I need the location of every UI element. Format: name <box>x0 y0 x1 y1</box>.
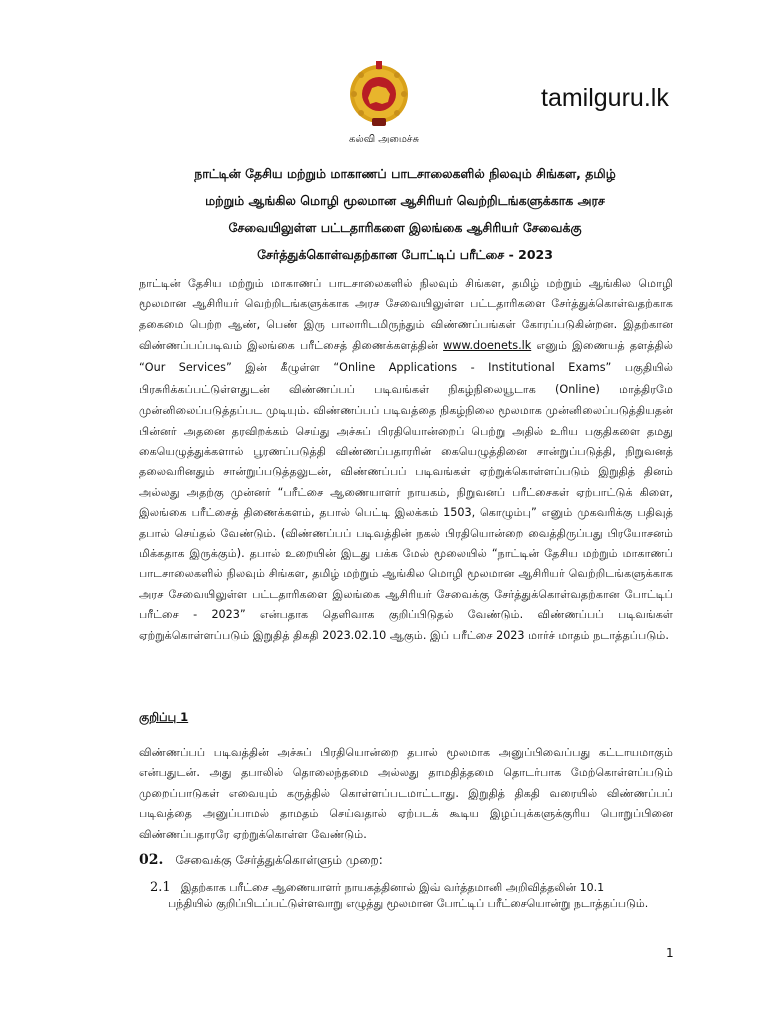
document-title <box>130 160 680 268</box>
section-title: சேவைக்கு சேர்த்துக்கொள்ளும் முறை: <box>175 853 383 867</box>
note-heading: குறிப்பு 1 <box>139 710 189 724</box>
paragraph-text: எனும் இணையத் தளத்தில் “Our Services” இன் கீழுள்ள “Online Applications - Institutional Exams” பகுதியில் பிரசுரிக்கப்பட்டுள்ளதுடன் விண்ணப்பப் படிவங்கள் <box>139 339 673 397</box>
subsection-text: பந்தியில் குறிப்பிடப்பட்டுள்ளவாறு எழுத்து மூலமான போட்டிப் பரீட்சையொன்று நடாத்தப்படும். <box>168 897 649 910</box>
doenets-link[interactable]: www.doenets.lk <box>443 339 532 353</box>
title-line: சேவையிலுள்ள பட்டதாரிகளை இலங்கை ஆசிரியர் சேவைக்கு <box>228 220 582 235</box>
ministry-name: கல்வி அமைச்சு <box>349 134 419 145</box>
subsection <box>150 880 670 912</box>
paragraph-text: நிகழ்நிலையூடாக (Online) மாத்திரமே முன்னிலைப்படுத்தப்பட முடியும். விண்ணப்பப் படிவத்தை நிகழ்நிலை மூலமாக முன்னிலைப்படுத்தியதன் பின்னர் அதனை தரவிறக்கம் செய்து அச்சுப் பிரதியொன்றைப் பெற்று அதில் உரிய பகுதிகளை தமது கையெழுத்துக்களால் பூரணப்படுத்தி விண்ணப்பதாரரின் கையெழுத்தினை சான்றுப்படுத்தி, நிறுவனத் தலைவரினதும் சான்றுப்படுத்தலுடன், விண்ணப்பப் படிவங்கள் ஏற்றுக்கொள்ளப்படும் இறுதித் தினம் அல்லது அதற்கு முன்னர் “பரீட்சை ஆணையாளர் நாயகம், நிறுவனப் பரீட்சைகள் ஏற்பாட்டுக் கிளை, இலங்கை பரீட்சைத் திணைக்களம், தபால் பெட்டி இலக்கம் 1503, கொழும்பு” எனும் முகவரிக்கு பதிவுத் தபால் செய்தல் வேண்டும். (விண்ணப்பப் படிவத்தின் நகல் பிரதியொன்றை வைத்திருப்பது பிரயோசனம் மிக்கதாக இருக்கும்). தபால் உறையின் இடது பக்க மேல் மூலையில் “நாட்டின் தேசிய மற்றும் மாகாணப் பாடசாலைகளில் நிலவும் சிங்கள, தமிழ் மற்றும் ஆங்கில மொழி மூலமான ஆசிரியர் வெற்றிடங்களுக்காக அரச சேவையிலுள்ள பட்டதாரிகளை இலங்கை ஆசிரியர் சேவைக்கு சேர்த்துக்கொள்வதற்கான போட்டிப் பரீட்சை - 2023” என்பதாக தெளிவாக குறிப்பிடுதல் வேண்டும். விண்ணப்பப் படிவங்கள் ஏற்றுக்கொள்ளப்படும் இறுதித் திகதி 2023.02.10 ஆகும். இப் பரீட்சை 2023 மார்ச் மாதம் நடாத்தப்படும். <box>139 383 673 642</box>
note-paragraph <box>139 743 673 845</box>
subsection-number: 2.1 <box>150 880 171 895</box>
subsection-text: இதற்காக பரீட்சை ஆணையாளர் நாயகத்தினால் இவ் வர்த்தமானி அறிவித்தலின் 10.1 <box>180 881 605 894</box>
section-heading <box>139 852 383 869</box>
title-line: சேர்த்துக்கொள்வதற்கான போட்டிப் பரீட்சை - 2023 <box>257 247 553 262</box>
application-paragraph <box>139 274 673 646</box>
section-number: 02. <box>139 852 164 868</box>
paragraph-text: விண்ணப்பப் படிவத்தின் அச்சுப் பிரதியொன்றை தபால் மூலமாக அனுப்பிவைப்பது கட்டாயமாகும் என்பதுடன். அது தபாலில் தொலைந்தமை அல்லது தாமதித்தமை தொடர்பாக மேற்கொள்ளப்படும் முறைப்பாடுகள் எவையும் கருத்தில் கொள்ளப்படமாட்டாது. இறுதித் திகதி வரையில் விண்ணப்பப் படிவத்தை அனுப்பாமல் தாமதம் செய்வதால் ஏற்படக் கூடிய இழப்புக்களுக்குரிய பொறுப்பினை விண்ணப்பதாரரே ஏற்றுக்கொள்ள வேண்டும். <box>139 746 673 841</box>
title-line: மற்றும் ஆங்கில மொழி மூலமான ஆசிரியர் வெற்றிடங்களுக்காக அரச <box>205 193 605 208</box>
page-number: 1 <box>666 946 674 960</box>
sri-lanka-emblem-icon <box>348 58 410 130</box>
paragraph-text: நாட்டின் தேசிய மற்றும் மாகாணப் பாடசாலைகளில் நிலவும் சிங்கள, தமிழ் மற்றும் ஆங்கில மொழி மூலமான ஆசிரியர் வெற்றிடங்களுக்காக அரச சேவையிலுள்ள பட்டதாரிகளை சேர்த்துக்கொள்வதற்காக தகைமை பெற்ற ஆண், பெண் இரு பாலாரிடமிருந்தும் விண்ணப்பங்கள் கோரப்படுகின்றன. இதற்கான விண்ணப்பப்படிவம் இலங்கை பரீட்சைத் திணைக்களத்தின் <box>139 277 673 353</box>
site-brand: tamilguru.lk <box>541 84 669 112</box>
title-line: நாட்டின் தேசிய மற்றும் மாகாணப் பாடசாலைகளில் நிலவும் சிங்கள, தமிழ் <box>194 166 616 181</box>
